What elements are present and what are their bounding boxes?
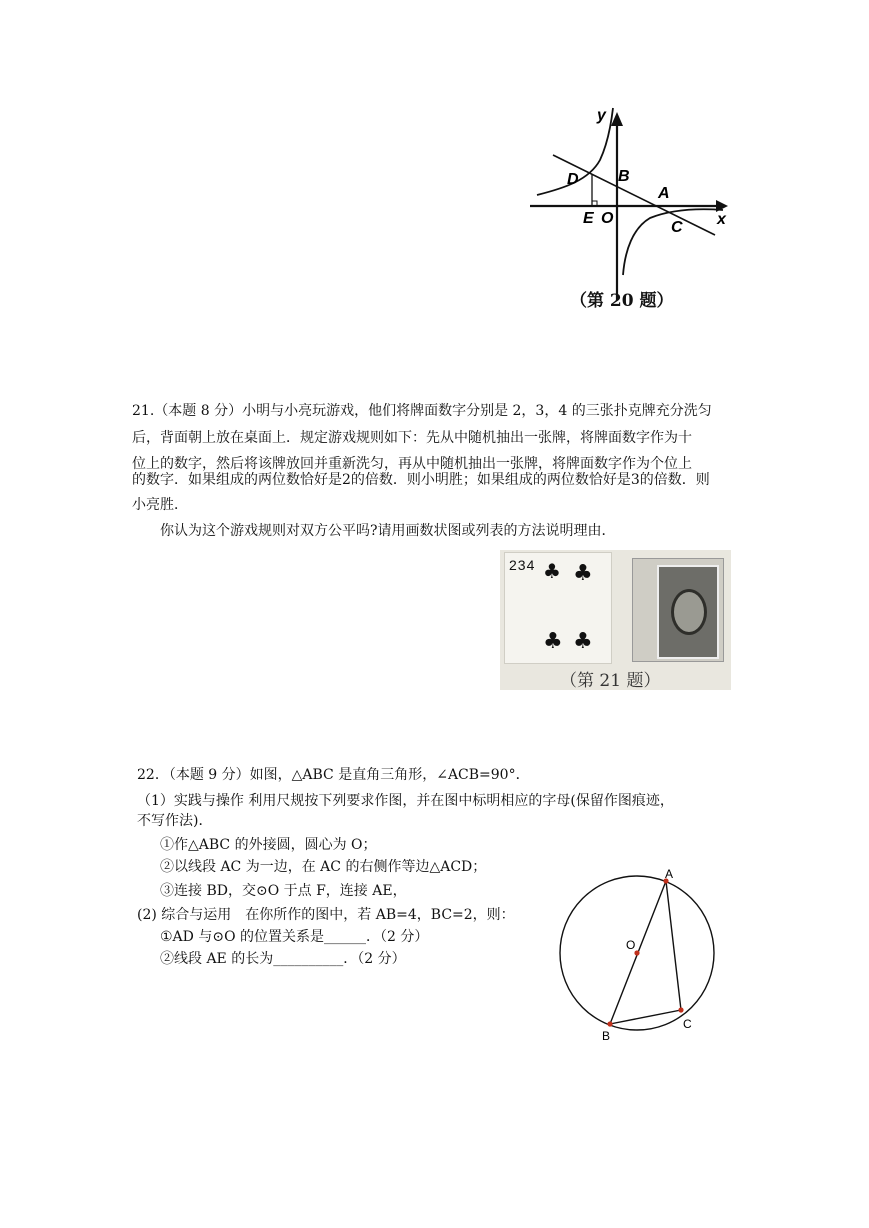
- q22-line-3: 不写作法)．: [137, 813, 213, 829]
- label-E: E: [583, 210, 594, 227]
- q21-line-1: 21.（本题 8 分）小明与小亮玩游戏，他们将牌面数字分别是 2，3，4 的三张扑克牌充分洗匀: [132, 403, 712, 419]
- q21-line-2: 后，背面朝上放在桌面上．规定游戏规则如下：先从中随机抽出一张牌，将牌面数字作为十: [132, 430, 692, 446]
- label-D: D: [567, 171, 579, 188]
- label-y: y: [597, 107, 606, 124]
- playing-card-back: [632, 558, 724, 662]
- label-A: A: [658, 185, 670, 202]
- card-digits: 234: [509, 557, 536, 573]
- figure-22: [550, 860, 730, 1050]
- point-C: [678, 1007, 683, 1012]
- club-icon: ♣: [543, 629, 563, 654]
- q22-item-4: ①AD 与⊙O 的位置关系是______．（2 分）: [160, 929, 429, 945]
- playing-card-front: [504, 552, 612, 664]
- q22-item-1: ①作△ABC 的外接圆，圆心为 O；: [160, 837, 377, 853]
- label-x: x: [717, 211, 726, 228]
- q22-item-5: ②线段 AE 的长为__________．（2 分）: [160, 951, 406, 967]
- figure-20-caption: （第 20 题）: [570, 291, 674, 311]
- triangle-abc: [610, 881, 681, 1024]
- label-B: B: [618, 168, 630, 185]
- label-A: A: [665, 867, 674, 881]
- q22-line-4: (2) 综合与运用 在你所作的图中，若 AB=4，BC=2，则：: [137, 907, 515, 923]
- club-icon: ♣: [543, 559, 561, 583]
- label-O: O: [601, 210, 614, 227]
- label-C: C: [671, 219, 683, 236]
- club-icon: ♣: [573, 629, 593, 654]
- q22-line-2: （1）实践与操作 利用尺规按下列要求作图，并在图中标明相应的字母(保留作图痕迹，: [137, 793, 674, 809]
- card-back-ornament-icon: [671, 589, 707, 635]
- q21-line-3: 位上的数字，然后将该牌放回并重新洗匀，再从中随机抽出一张牌，将牌面数字作为个位上: [132, 456, 692, 472]
- figure-20: [525, 100, 735, 310]
- point-B: [607, 1021, 612, 1026]
- club-icon: ♣: [573, 561, 593, 586]
- label-O: O: [626, 938, 636, 952]
- figure-21-caption: （第 21 题）: [560, 671, 661, 691]
- q21-line-5: 小亮胜．: [132, 497, 188, 513]
- q22-item-3: ③连接 BD，交⊙O 于点 F，连接 AE，: [160, 883, 407, 899]
- q21-line-4: 的数字．如果组成的两位数恰好是2的倍数．则小明胜；如果组成的两位数恰好是3的倍数．则: [132, 472, 710, 488]
- figure-21-photo: [500, 550, 731, 690]
- label-B: B: [602, 1029, 611, 1043]
- label-C: C: [683, 1017, 692, 1031]
- q21-line-6: 你认为这个游戏规则对双方公平吗?请用画数状图或列表的方法说明理由．: [160, 523, 616, 539]
- q22-item-2: ②以线段 AC 为一边，在 AC 的右侧作等边△ACD；: [160, 859, 487, 875]
- q22-line-1: 22．（本题 9 分）如图，△ABC 是直角三角形，∠ACB=90°．: [137, 767, 530, 783]
